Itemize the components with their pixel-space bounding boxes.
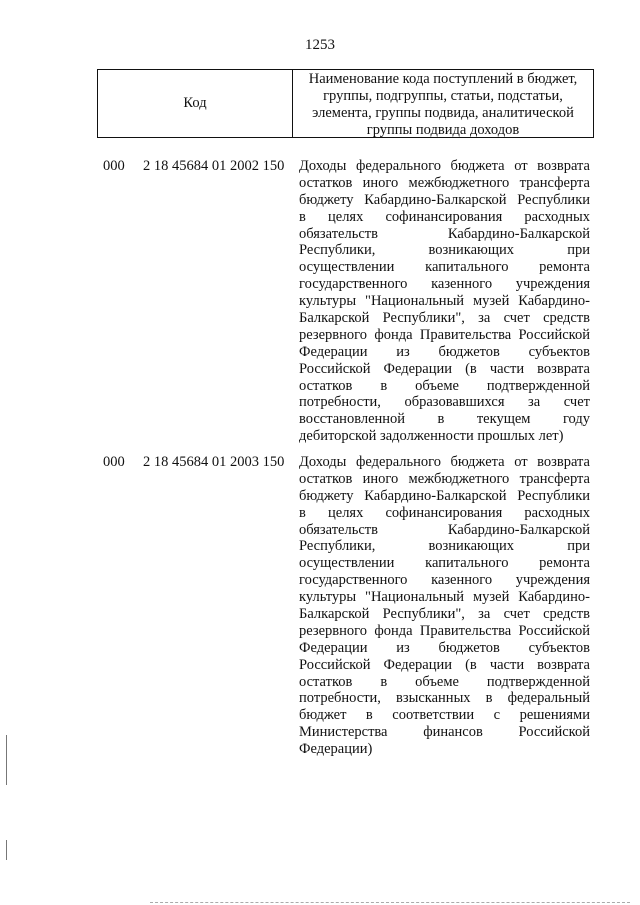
row-description-line: в целях софинансирования расходных bbox=[299, 504, 590, 521]
row-description-line: резервного фонда Правительства Российской bbox=[299, 622, 590, 639]
row-description-line: Доходы федерального бюджета от возврата bbox=[299, 158, 590, 174]
row-description-line: бюджету Кабардино-Балкарской Республики bbox=[299, 487, 590, 504]
scan-margin-mark bbox=[6, 840, 7, 860]
row-description-line: Федерации из бюджетов субъектов bbox=[299, 343, 590, 360]
page-number: 1253 bbox=[305, 37, 335, 53]
row-description-line: Республики, возникающих при bbox=[299, 538, 590, 555]
row-income-code: 2 18 45684 01 2003 150 bbox=[143, 454, 285, 470]
scan-footer-artifact bbox=[150, 900, 630, 903]
row-description-line: бюджету Кабардино-Балкарской Республики bbox=[299, 191, 590, 208]
row-description-line: Балкарской Республики", за счет средств bbox=[299, 606, 590, 623]
table-header bbox=[97, 69, 594, 138]
row-description-line: Министерства финансов Российской bbox=[299, 724, 590, 741]
row-description-line: потребности, взысканных в федеральный bbox=[299, 690, 590, 707]
scan-margin-mark bbox=[6, 735, 7, 785]
row-description-line: Федерации из бюджетов субъектов bbox=[299, 639, 590, 656]
row-description-line: культуры "Национальный музей Кабардино- bbox=[299, 293, 590, 310]
row-description-line: Доходы федерального бюджета от возврата bbox=[299, 454, 590, 470]
row-description-line: обязательств Кабардино-Балкарской bbox=[299, 521, 590, 538]
header-code-cell bbox=[98, 70, 293, 137]
header-name-line: группы, подгруппы, статьи, подстатьи, bbox=[323, 88, 563, 104]
header-name-cell bbox=[293, 70, 593, 137]
row-description-line: Российской Федерации (в части возврата bbox=[299, 360, 590, 377]
row-description-line: остатков в объеме подтвержденной bbox=[299, 673, 590, 690]
row-admin-code: 000 bbox=[103, 158, 125, 174]
row-description-line: остатков в объеме подтвержденной bbox=[299, 377, 590, 394]
header-code-label: Код bbox=[183, 95, 207, 111]
row-description-line: Республики, возникающих при bbox=[299, 242, 590, 259]
row-description-line: в целях софинансирования расходных bbox=[299, 208, 590, 225]
row-description-line: культуры "Национальный музей Кабардино- bbox=[299, 589, 590, 606]
row-description-line: Балкарской Республики", за счет средств bbox=[299, 310, 590, 327]
row-description-line: восстановленной в текущем году bbox=[299, 411, 590, 428]
row-admin-code: 000 bbox=[103, 454, 125, 470]
row-description-line: обязательств Кабардино-Балкарской bbox=[299, 225, 590, 242]
row-description-line: осуществлении капитального ремонта bbox=[299, 259, 590, 276]
row-description-line: осуществлении капитального ремонта bbox=[299, 555, 590, 572]
row-description-line: государственного казенного учреждения bbox=[299, 276, 590, 293]
row-description-line: Федерации) bbox=[299, 741, 373, 758]
header-name-line: Наименование кода поступлений в бюджет, bbox=[308, 71, 578, 87]
row-description-line: резервного фонда Правительства Российской bbox=[299, 326, 590, 343]
row-description-line: потребности, образовавшихся за счет bbox=[299, 394, 590, 411]
header-name-line: элемента, группы подвида, аналитической bbox=[312, 105, 574, 121]
row-description-line: остатков иного межбюджетного трансферта bbox=[299, 174, 590, 191]
header-name-line: группы подвида доходов bbox=[366, 122, 520, 138]
row-description-line: государственного казенного учреждения bbox=[299, 572, 590, 589]
row-income-code: 2 18 45684 01 2002 150 bbox=[143, 158, 285, 174]
row-description-line: остатков иного межбюджетного трансферта bbox=[299, 470, 590, 487]
row-description bbox=[299, 158, 590, 445]
row-description bbox=[299, 454, 590, 758]
row-description-line: бюджет в соответствии с решениями bbox=[299, 707, 590, 724]
row-description-line: Российской Федерации (в части возврата bbox=[299, 656, 590, 673]
row-description-line: дебиторской задолженности прошлых лет) bbox=[299, 428, 564, 445]
